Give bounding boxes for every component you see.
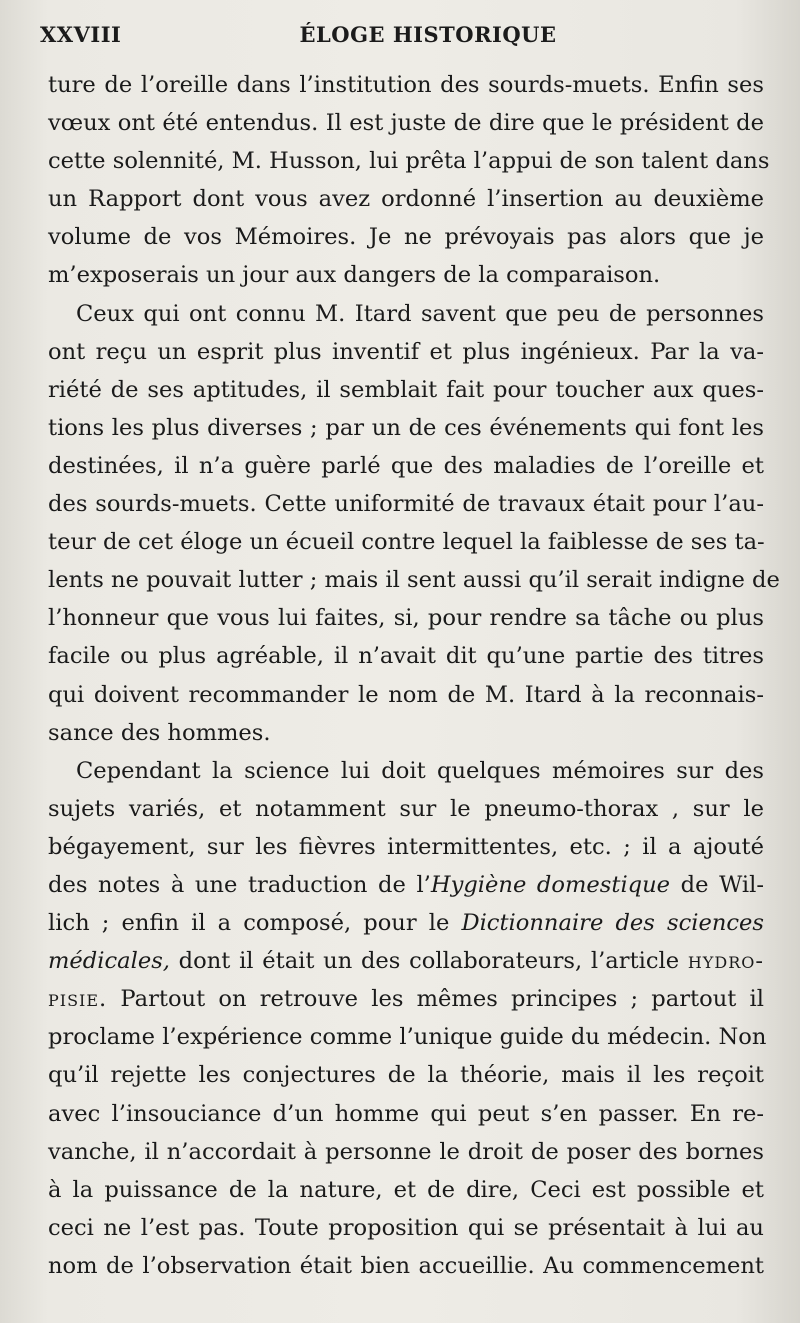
text-line: [48, 904, 764, 942]
text-line: facile ou plus agréable, il n’avait dit qu’une partie des titres: [48, 643, 764, 670]
text-line: [48, 942, 764, 980]
text-line: qui doivent recommander le nom de M. Itard à la reconnais-: [48, 681, 764, 708]
text-line: [48, 866, 764, 904]
book-title-italic: médicales,: [48, 948, 170, 975]
text-line: ceci ne l’est pas. Toute proposition qui se présentait à lui au: [48, 1214, 764, 1241]
line-text: lich ; enfin il a composé, pour le: [48, 910, 462, 937]
body-text: [48, 66, 780, 1285]
text-line: proclame l’expérience comme l’unique guide du médecin. Non: [48, 1024, 767, 1051]
article-name-smallcaps: pisie.: [48, 986, 108, 1013]
text-line: tions les plus diverses ; par un de ces événements qui font les: [48, 414, 764, 441]
line-text: des notes à une traduction de l’: [48, 871, 431, 898]
running-title: ÉLOGE HISTORIQUE: [299, 22, 557, 47]
text-line: m’exposerais un jour aux dangers de la comparaison.: [48, 262, 661, 289]
text-line: bégayement, sur les fièvres intermittentes, etc. ; il a ajouté: [48, 833, 764, 860]
running-head: [40, 22, 760, 58]
line-text: dont il était un des collaborateurs, l’article: [169, 948, 688, 975]
text-line: ture de l’oreille dans l’institution des sourds-muets. Enfin ses: [48, 72, 764, 98]
text-line: des sourds-muets. Cette uniformité de travaux était pour l’au-: [48, 491, 764, 518]
text-line: sance des hommes.: [48, 719, 271, 746]
text-line: volume de vos Mémoires. Je ne prévoyais pas alors que je: [48, 224, 764, 251]
text-line: sujets variés, et notamment sur le pneumo-thorax , sur le: [48, 795, 764, 822]
text-line: vanche, il n’accordait à personne le droit de poser des bornes: [48, 1138, 764, 1165]
text-line: [48, 980, 764, 1018]
text-line: vœux ont été entendus. Il est juste de dire que le président de: [48, 110, 764, 137]
line-text: Partout on retrouve les mêmes principes ; partout il: [107, 986, 764, 1013]
text-line: l’honneur que vous lui faites, si, pour rendre sa tâche ou plus: [48, 605, 764, 632]
text-line: Cependant la science lui doit quelques mémoires sur des: [76, 757, 764, 784]
text-line: nom de l’observation était bien accueillie. Au commencement: [48, 1252, 764, 1279]
text-line: un Rapport dont vous avez ordonné l’insertion au deuxième: [48, 186, 764, 213]
text-line: à la puissance de la nature, et de dire, Ceci est possible et: [48, 1176, 764, 1203]
text-line: cette solennité, M. Husson, lui prêta l’appui de son talent dans: [48, 148, 770, 175]
text-line: destinées, il n’a guère parlé que des maladies de l’oreille et: [48, 452, 764, 479]
page-number: XXVIII: [40, 22, 122, 47]
book-title-italic: Hygiène domestique: [430, 871, 671, 898]
text-line: teur de cet éloge un écueil contre lequel la faiblesse de ses ta-: [48, 529, 765, 556]
text-line: riété de ses aptitudes, il semblait fait pour toucher aux ques-: [48, 376, 764, 403]
book-title-italic: Dictionnaire des sciences: [461, 910, 764, 937]
line-text: de Wil-: [670, 871, 764, 898]
text-line: qu’il rejette les conjectures de la théorie, mais il les reçoit: [48, 1062, 764, 1089]
text-line: avec l’insouciance d’un homme qui peut s’en passer. En re-: [48, 1100, 764, 1127]
text-line: lents ne pouvait lutter ; mais il sent aussi qu’il serait indigne de: [48, 567, 780, 594]
article-name-smallcaps: hydro-: [687, 948, 764, 975]
text-line: ont reçu un esprit plus inventif et plus ingénieux. Par la va-: [48, 338, 764, 365]
text-line: Ceux qui ont connu M. Itard savent que peu de personnes: [76, 300, 764, 327]
